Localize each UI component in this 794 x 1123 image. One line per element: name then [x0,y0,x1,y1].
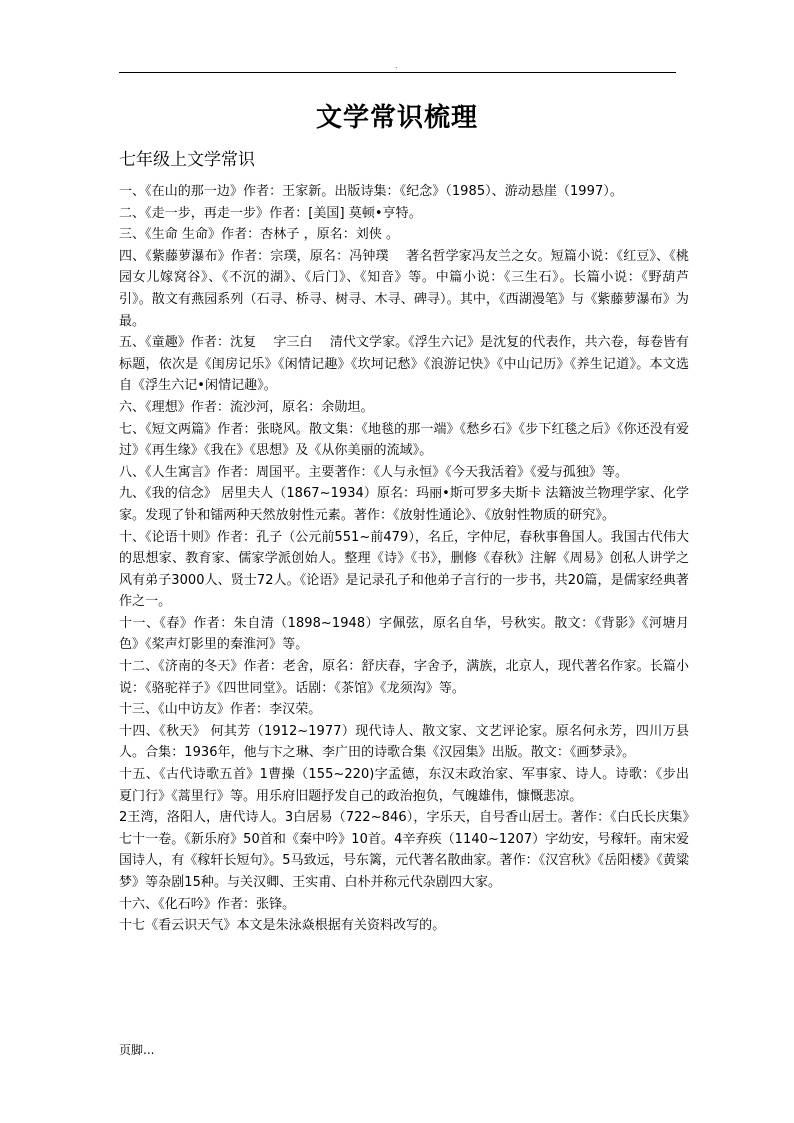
entry-5: 五、《童趣》作者：沈复 字三白 清代文学家。《浮生六记》是沈复的代表作，共六卷，每卷皆有标题，依次是《闺房记乐》《闲情记趣》《坎坷记愁》《浪游记快》《中山记历》《养生记道》。本文选自《浮生六记•闲情记趣》。 [119,335,689,394]
page-footer: 页脚... [119,1043,155,1057]
entry-9: 九、《我的信念》 居里夫人（1867~1934）原名：玛丽•斯可罗多夫斯卡 法籍波兰物理学家、化学家。发现了钋和镭两种天然放射性元素。著作：《放射性通论》、《放射性物质的研究》。 [119,486,689,523]
section-heading: 七年级上文学常识 [119,150,255,170]
entry-2: 二、《走一步，再走一步》作者：[美国] 莫顿•亨特。 [119,205,422,221]
entry-15: 十五、《古代诗歌五首》1曹操（155~220)字孟德，东汉末政治家、军事家、诗人。诗歌：《步出夏门行》《蒿里行》等。用乐府旧题抒发自己的政治抱负，气魄雄伟，慷慨悲凉。 [119,767,689,804]
entry-6: 六、《理想》作者：流沙河，原名：余勋坦。 [119,399,374,415]
entry-14: 十四、《秋天》 何其芳（1912~1977）现代诗人、散文家、文艺评论家。原名何永芳，四川万县人。合集：1936年，他与卞之琳、李广田的诗歌合集《汉园集》出版。散文：《画梦录》。 [119,723,689,761]
entry-13: 十三、《山中访友》作者：李汉荣。 [119,702,322,718]
entry-7: 七、《短文两篇》作者：张晓风。散文集：《地毯的那一端》《愁乡石》《步下红毯之后》《你还没有爱过》《再生缘》《我在》《思想》及《从你美丽的流域》。 [119,421,689,459]
header-dot: . [395,61,398,70]
entry-3: 三、《生命 生命》作者：杏林子 ，原名：刘侠 。 [119,227,400,243]
entry-11: 十一、《春》作者：朱自清（1898~1948）字佩弦，原名自华，号秋实。散文：《背影》《河塘月色》《桨声灯影里的秦淮河》等。 [119,615,689,653]
entry-12: 十二、《济南的冬天》作者：老舍，原名：舒庆春，字舍予，满族，北京人，现代著名作家。长篇小说：《骆驼祥子》《四世同堂》。话剧：《茶馆》《龙须沟》等。 [119,659,689,696]
entry-17: 十七《看云识天气》本文是朱泳焱根据有关资料改写的。 [119,918,446,934]
entry-15-continued: 2王湾，洛阳人，唐代诗人。3白居易（722~846），字乐天，自号香山居士。著作：《白氏长庆集》七十一卷。《新乐府》50首和《秦中吟》10首。4辛弃疾（1140~1207）字幼安，号稼轩。南宋爱国诗人，有《稼轩长短句》。5马致远，号东篱，元代著名散曲家。著作：《汉宫秋》《岳阳楼》《黄粱梦》等杂剧15种。与关汉卿、王实甫、白朴并称元代杂剧四大家。 [119,810,689,890]
entry-list [119,181,689,937]
header-rule [119,72,676,73]
document-title: 文学常识梳理 [315,103,478,133]
entry-8: 八、《人生寓言》作者：周国平。主要著作：《人与永恒》《今天我活着》《爱与孤独》等。 [119,464,629,480]
entry-16: 十六、《化石吟》作者：张锋。 [119,896,296,912]
entry-1: 一、《在山的那一边》作者：王家新。出版诗集：《纪念》（1985）、游动悬崖（1997）。 [119,184,623,199]
entry-4: 四、《紫藤萝瀑布》作者：宗璞，原名：冯钟璞 著名哲学家冯友兰之女。短篇小说：《红豆》、《桃园女儿嫁窝谷》、《不沉的湖》、《后门》、《知音》等。中篇小说：《三生石》。长篇小说：《野葫芦引》。散文有燕园系列（石寻、桥寻、树寻、木寻、碑寻）。其中，《西湖漫笔》与《紫藤萝瀑布》为最。 [119,248,689,329]
entry-10: 十、《论语十则》作者：孔子（公元前551~前479），名丘，字仲尼，春秋事鲁国人。我国古代伟大的思想家、教育家、儒家学派创始人。整理《诗》《书》，删修《春秋》注解《周易》创私人讲学之风有弟子3000人、贤士72人。《论语》是记录孔子和他弟子言行的一步书，共20篇，是儒家经典著作之一。 [119,529,689,610]
